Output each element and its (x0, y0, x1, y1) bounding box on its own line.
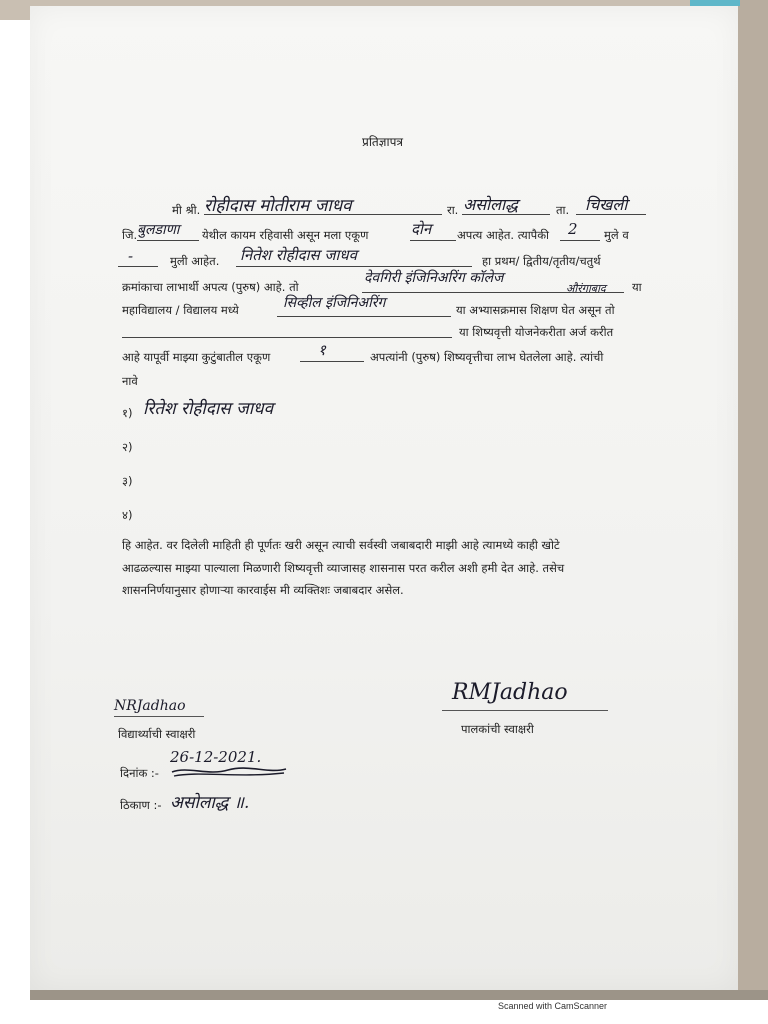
parent-signature-label: पालकांची स्वाक्षरी (461, 722, 534, 736)
declaration-line: हि आहेत. वर दिलेली माहिती ही पूर्णतः खरी असून त्याची सर्वस्वी जबाबदारी माझी आहे त्यामध्ये काही खोटे (122, 538, 560, 552)
line5-text1: महाविद्यालय / विद्यालय मध्ये (122, 303, 239, 317)
declaration-line: आढळल्यास माझ्या पाल्याला मिळणारी शिष्यवृत्ती व्याजासह शासनास परत करील अशी हमी देत आहे. तसेच (122, 561, 565, 575)
signature-underline (442, 710, 608, 711)
underline (204, 214, 442, 215)
underline (300, 361, 364, 362)
taluka-name: चिखली (585, 195, 628, 214)
student-signature: NRJadhao (114, 698, 186, 714)
line8-text1: नावे (122, 374, 138, 388)
course-name: सिव्हील इंजिनिअरिंग (283, 295, 386, 311)
ra-label: रा. (447, 203, 459, 217)
signature-underline (114, 716, 204, 717)
student-signature-label: विद्यार्थ्याची स्वाक्षरी (118, 727, 196, 741)
children-count: दोन (411, 220, 432, 238)
line5-text2: या अभ्यासक्रमास शिक्षण घेत असून तो (456, 303, 615, 317)
line7-text2: अपत्यांनी (पुरुष) शिष्यवृत्तीचा लाभ घेतलेला आहे. त्यांची (370, 350, 604, 364)
college-city: औरंगाबाद (566, 282, 606, 295)
underline (236, 266, 472, 267)
line2-text1: येथील कायम रहिवासी असून मला एकूण (202, 228, 369, 242)
underline (122, 337, 452, 338)
document-title: प्रतिज्ञापत्र (362, 135, 404, 149)
place-value: असोलाद्ध ॥. (170, 793, 250, 813)
list-number: २) (122, 440, 133, 454)
ji-label: जि. (122, 228, 138, 242)
date-value: 26-12-2021. (170, 748, 262, 766)
applicant-name: रोहीदास मोतीराम जाधव (204, 196, 352, 216)
background-right (736, 0, 768, 1000)
underline (118, 266, 158, 267)
line4-text2: या (632, 280, 642, 294)
line3-text2: हा प्रथम/ द्वितीय/तृतीय/चतुर्थ (482, 254, 601, 268)
list-item-value: रितेश रोहीदास जाधव (143, 399, 274, 419)
underline (277, 316, 451, 317)
underline (576, 214, 646, 215)
list-number: १) (122, 406, 133, 420)
line6-text1: या शिष्यवृत्ती योजनेकरीता अर्ज करीत (459, 325, 614, 339)
scanner-watermark: Scanned with CamScanner (498, 1001, 608, 1011)
daughters-count: - (128, 247, 134, 265)
previous-beneficiaries-count: १ (318, 341, 326, 359)
background-bottom (30, 990, 768, 1000)
line7-text1: आहे यापूर्वी माझ्या कुटुंबातील एकूण (122, 350, 271, 364)
ta-label: ता. (556, 203, 570, 217)
college-name: देवगिरी इंजिनिअरिंग कॉलेज (364, 270, 504, 286)
line4-text1: क्रमांकाचा लाभार्थी अपत्य (पुरुष) आहे. तो (122, 280, 299, 294)
parent-signature: RMJadhao (452, 680, 568, 705)
line2-text2: अपत्य आहेत. त्यापैकी (457, 228, 550, 242)
prefix-label: मी श्री. (172, 203, 201, 217)
date-label: दिनांक :- (120, 766, 159, 780)
line3-text1: मुली आहेत. (170, 254, 220, 268)
underline (462, 214, 550, 215)
paper-sheet (30, 6, 738, 990)
beneficiary-name: नितेश रोहीदास जाधव (240, 246, 357, 264)
list-number: ४) (122, 508, 133, 522)
underline (362, 292, 624, 293)
list-number: ३) (122, 474, 133, 488)
village-name: असोलाद्ध (463, 195, 518, 214)
sons-count: 2 (568, 220, 578, 238)
underline (137, 240, 199, 241)
underline (560, 240, 600, 241)
struck-out-date (168, 762, 290, 780)
underline (410, 240, 456, 241)
declaration-line: शासननिर्णयानुसार होणाऱ्या कारवाईस मी व्यक्तिशः जबाबदार असेल. (122, 583, 404, 597)
line2-text3: मुले व (604, 228, 629, 242)
district-name: बुलडाणा (137, 222, 180, 238)
place-label: ठिकाण :- (120, 798, 162, 812)
